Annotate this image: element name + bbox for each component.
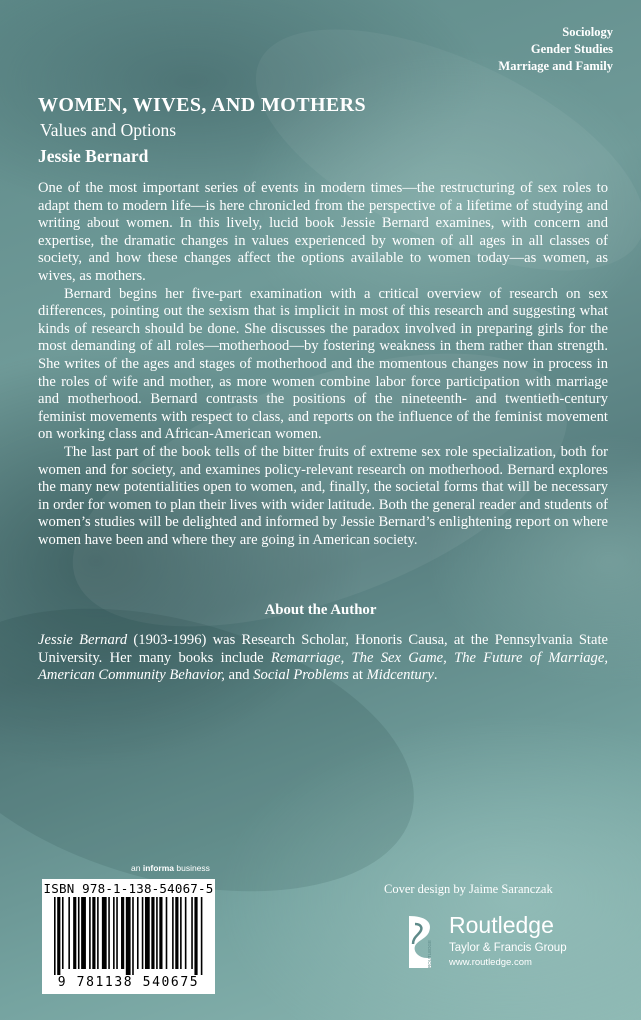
barcode-bar	[151, 897, 154, 969]
routledge-emblem-icon	[405, 914, 437, 970]
about-text-part: and	[224, 667, 254, 684]
about-text-part: at	[348, 667, 367, 684]
barcode-bar	[156, 897, 158, 969]
barcode-bar	[180, 897, 182, 969]
barcode-bar	[194, 897, 197, 975]
subject-sociology: Sociology	[562, 25, 613, 39]
barcode-bar	[185, 897, 187, 969]
barcode-bar	[142, 897, 144, 969]
barcode-bar	[68, 897, 70, 969]
subject-categories	[498, 24, 613, 75]
about-book-social-problems: Social Problems	[253, 667, 349, 684]
routledge-emblem-letters: ROUTLEDGE	[427, 939, 432, 969]
publisher-group: Taylor & Francis Group	[449, 942, 567, 954]
barcode-number: 9 781138 540675	[57, 975, 200, 990]
informa-brand: informa	[142, 863, 174, 873]
barcode-bar	[73, 897, 76, 969]
barcode-bar	[81, 897, 86, 969]
about-book-midcentury: Midcentury	[366, 667, 434, 684]
barcode-bar	[166, 897, 168, 969]
barcode-bar	[159, 897, 162, 969]
informa-suffix: business	[174, 863, 210, 873]
barcode-bar	[108, 897, 110, 969]
barcode-bar	[113, 897, 115, 969]
barcode-bar	[175, 897, 178, 969]
barcode-bar	[97, 897, 99, 969]
subject-gender-studies: Gender Studies	[530, 42, 613, 56]
subject-marriage-family: Marriage and Family	[498, 59, 613, 73]
cover-design-credit: Cover design by Jaime Saranczak	[384, 882, 553, 896]
barcode	[42, 879, 215, 994]
barcode-bar	[191, 897, 193, 969]
barcode-bar	[137, 897, 139, 969]
about-author-text	[38, 632, 608, 685]
barcode-bars	[54, 897, 204, 975]
book-title: WOMEN, WIVES, AND MOTHERS	[38, 94, 367, 116]
barcode-bar	[172, 897, 174, 969]
about-author	[38, 632, 608, 685]
barcode-bar	[102, 897, 107, 969]
about-text-part: .	[433, 667, 438, 684]
informa-business-mark	[131, 863, 210, 873]
blurb	[38, 180, 608, 549]
barcode-bar	[89, 897, 91, 969]
blurb-paragraph-2: Bernard begins her five-part examination with a critical overview of research on sex differences, pointing out the sexism that is implicit in most of this research and suggesting what kinds of research should be done. She discusses the paradox involved in preparing girls for the most demanding of all roles—motherhood—by fostering weakness in them rather than strength. She writes of the ages and stages of motherhood and the momentous changes now in process in the roles of wife and mother, as more women combine labor force participation with marriage and motherhood. Bernard contrasts the positions of the nineteenth- and twentieth-century feminist movements with respect to class, and reports on the influence of the feminist movement on working class and African-American women.	[38, 285, 608, 443]
publisher-url: www.routledge.com	[449, 957, 532, 968]
barcode-bar	[92, 897, 95, 969]
barcode-bar	[145, 897, 150, 969]
barcode-bar	[132, 897, 134, 975]
about-author-name: Jessie Bernard	[38, 632, 128, 648]
barcode-bar	[62, 897, 64, 969]
about-books-list: Remarriage, The Sex Game, The Future of Marriage, American Community Behavior,	[38, 649, 608, 684]
publisher-name: Routledge	[449, 912, 554, 938]
barcode-bar	[78, 897, 80, 969]
about-text-part: (1903-1996) was Research Scholar, Honoris Causa, at the Pennsylvania State University. Her many books include	[38, 632, 608, 666]
blurb-paragraph-1: One of the most important series of events in modern times—the restructuring of sex roles to adapt them to modern life—is here chronicled from the perspective of a lifetime of studying and writing about women. In this lively, lucid book Jessie Bernard examines, with concern and expertise, the dramatic changes in values experienced by women of all ages in all classes of society, and how these changes affect the options available to women today—as women, as wives, as mothers.	[38, 180, 608, 284]
isbn-label: ISBN 978-1-138-54067-5	[43, 881, 214, 896]
book-subtitle: Values and Options	[40, 120, 177, 140]
barcode-bar	[126, 897, 131, 975]
barcode-bar	[57, 897, 60, 975]
barcode-bar	[201, 897, 203, 975]
blurb-paragraph-3: The last part of the book tells of the bitter fruits of extreme sex role specialization, both for women and for society, and examines policy-relevant research on motherhood. Bernard explores the many new potentialities open to women, and, finally, the societal forms that will be necessary in order for women to plan their lives with wider latitude. Both the general reader and students of women’s studies will be delighted and informed by Jessie Bernard’s enlightening report on where women have been and where they are going in American society.	[38, 443, 608, 548]
barcode-bar	[116, 897, 118, 969]
barcode-bar	[121, 897, 124, 969]
barcode-bar	[54, 897, 56, 975]
about-author-heading: About the Author	[264, 602, 377, 618]
informa-prefix: an	[131, 863, 143, 873]
book-author: Jessie Bernard	[38, 146, 149, 166]
publisher-logo	[405, 912, 605, 972]
